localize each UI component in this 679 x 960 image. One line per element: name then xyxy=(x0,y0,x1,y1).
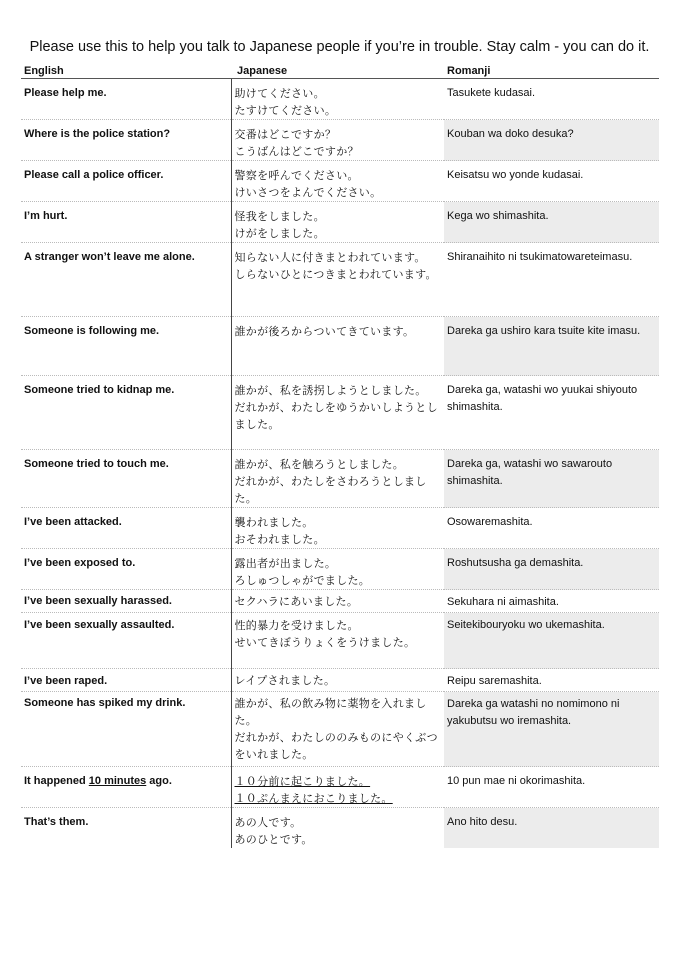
table-row xyxy=(21,317,659,376)
japanese-kanji: 誰かが、私を誘拐しようとしました。 xyxy=(234,384,427,397)
japanese-kanji: 露出者が出ました。 xyxy=(234,557,337,570)
romanji-cell: Dareka ga, watashi wo sawarouto shimashita. xyxy=(444,450,659,508)
english-cell: I’ve been raped. xyxy=(21,669,231,692)
japanese-cell xyxy=(231,767,444,808)
romanji-cell: Ano hito desu. xyxy=(444,808,659,849)
japanese-kana: １０ぷんまえにおこりました。 xyxy=(234,792,393,805)
japanese-cell xyxy=(231,202,444,243)
header-romanji: Romanji xyxy=(444,60,659,79)
japanese-kanji: 性的暴力を受けました。 xyxy=(234,619,359,632)
english-text-underlined: 10 minutes xyxy=(88,775,147,787)
japanese-cell xyxy=(231,808,444,849)
table-row xyxy=(21,669,659,692)
japanese-cell xyxy=(231,450,444,508)
english-text-after: ago. xyxy=(146,775,172,787)
english-cell: Someone is following me. xyxy=(21,317,231,376)
japanese-cell xyxy=(231,613,444,669)
japanese-kana: こうばんはどこですか？ xyxy=(234,145,359,158)
romanji-cell: Kega wo shimashita. xyxy=(444,202,659,243)
table-row xyxy=(21,202,659,243)
table-row xyxy=(21,161,659,202)
japanese-kanji: 知らない人に付きまとわれています。 xyxy=(234,251,426,264)
japanese-cell xyxy=(231,549,444,590)
english-cell xyxy=(21,767,231,808)
romanji-cell: 10 pun mae ni okorimashita. xyxy=(444,767,659,808)
english-cell: Someone tried to touch me. xyxy=(21,450,231,508)
table-row xyxy=(21,692,659,767)
english-cell: That’s them. xyxy=(21,808,231,849)
header-english: English xyxy=(21,60,231,79)
japanese-kana: ろしゅつしゃがでました。 xyxy=(234,574,371,587)
japanese-cell xyxy=(231,317,444,376)
japanese-kanji: 警察を呼んでください。 xyxy=(234,169,359,182)
japanese-kana: だれかが、わたしののみものにやくぶつをいれました。 xyxy=(234,731,438,761)
table-row xyxy=(21,613,659,669)
japanese-kana: けがをしました。 xyxy=(234,227,325,240)
english-cell: Please call a police officer. xyxy=(21,161,231,202)
japanese-cell xyxy=(231,669,444,692)
english-cell: Please help me. xyxy=(24,87,107,99)
japanese-kanji: 怪我をしました。 xyxy=(234,210,325,223)
japanese-kana: せいてきぼうりょくをうけました。 xyxy=(234,636,416,649)
romanji-cell: Seitekibouryoku wo ukemashita. xyxy=(444,613,659,669)
english-cell: A stranger won’t leave me alone. xyxy=(21,243,231,317)
english-cell: I’m hurt. xyxy=(21,202,231,243)
japanese-cell xyxy=(231,243,444,317)
romanji-cell: Sekuhara ni aimashita. xyxy=(444,590,659,613)
english-cell: I’ve been sexually assaulted. xyxy=(21,613,231,669)
romanji-cell: Dareka ga watashi no nomimono ni yakubutsu wo iremashita. xyxy=(444,692,659,767)
japanese-cell xyxy=(231,161,444,202)
table-row xyxy=(21,590,659,613)
japanese-kanji: レイプされました。 xyxy=(234,674,336,687)
english-text-before: It happened xyxy=(24,775,89,787)
table-row xyxy=(21,120,659,161)
japanese-cell xyxy=(231,376,444,450)
romanji-cell: Dareka ga ushiro kara tsuite kite imasu. xyxy=(444,317,659,376)
japanese-kanji: １０分前に起こりました。 xyxy=(234,775,371,788)
header-japanese: Japanese xyxy=(231,60,444,79)
phrase-table xyxy=(21,60,659,848)
table-row xyxy=(21,450,659,508)
table-row xyxy=(21,79,659,120)
english-cell: Where is the police station? xyxy=(21,120,231,161)
japanese-kana: だれかが、わたしをさわろうとしました。 xyxy=(234,475,427,505)
table-row xyxy=(21,508,659,549)
japanese-kanji: 交番はどこですか？ xyxy=(234,128,337,141)
japanese-kana: しらないひとにつきまとわれています。 xyxy=(234,268,437,281)
english-cell: Someone tried to kidnap me. xyxy=(21,376,231,450)
japanese-cell xyxy=(231,120,444,161)
table-row xyxy=(21,376,659,450)
table-header-row xyxy=(21,60,659,79)
english-cell: I’ve been attacked. xyxy=(21,508,231,549)
romanji-cell: Keisatsu wo yonde kudasai. xyxy=(444,161,659,202)
japanese-kanji: 誰かが、私の飲み物に薬物を入れました。 xyxy=(234,697,427,727)
english-cell: Someone has spiked my drink. xyxy=(21,692,231,767)
japanese-kanji: セクハラにあいました。 xyxy=(234,595,359,608)
table-row xyxy=(21,808,659,849)
japanese-kana: だれかが、わたしをゆうかいしようとしました。 xyxy=(234,401,438,431)
english-cell: I’ve been exposed to. xyxy=(21,549,231,590)
japanese-cell xyxy=(231,508,444,549)
romanji-cell: Kouban wa doko desuka? xyxy=(444,120,659,161)
intro-text: Please use this to help you talk to Japanese people if you’re in trouble. Stay calm - you can do it. xyxy=(29,39,650,55)
romanji-cell: Osowaremashita. xyxy=(444,508,659,549)
japanese-kana: おそわれました。 xyxy=(234,533,325,546)
japanese-cell xyxy=(231,79,444,120)
japanese-cell xyxy=(231,590,444,613)
romanji-cell: Reipu saremashita. xyxy=(444,669,659,692)
english-cell: I’ve been sexually harassed. xyxy=(21,590,231,613)
romanji-cell: Roshutsusha ga demashita. xyxy=(444,549,659,590)
table-row xyxy=(21,243,659,317)
table-row xyxy=(21,549,659,590)
japanese-kana: けいさつをよんでください。 xyxy=(234,186,382,199)
japanese-kanji: あの人です。 xyxy=(234,816,302,829)
japanese-kana: あのひとです。 xyxy=(234,833,313,846)
japanese-kanji: 誰かが後ろからついてきています。 xyxy=(234,325,415,338)
romanji-cell: Shiranaihito ni tsukimatowareteimasu. xyxy=(444,243,659,317)
japanese-kana: たすけてください。 xyxy=(234,104,337,117)
table-row xyxy=(21,767,659,808)
japanese-cell xyxy=(231,692,444,767)
romanji-cell: Tasukete kudasai. xyxy=(444,79,659,120)
japanese-kanji: 襲われました。 xyxy=(234,516,314,529)
romanji-cell: Dareka ga, watashi wo yuukai shiyouto shimashita. xyxy=(444,376,659,450)
japanese-kanji: 誰かが、私を触ろうとしました。 xyxy=(234,458,404,471)
japanese-kanji: 助けてください。 xyxy=(234,87,325,100)
